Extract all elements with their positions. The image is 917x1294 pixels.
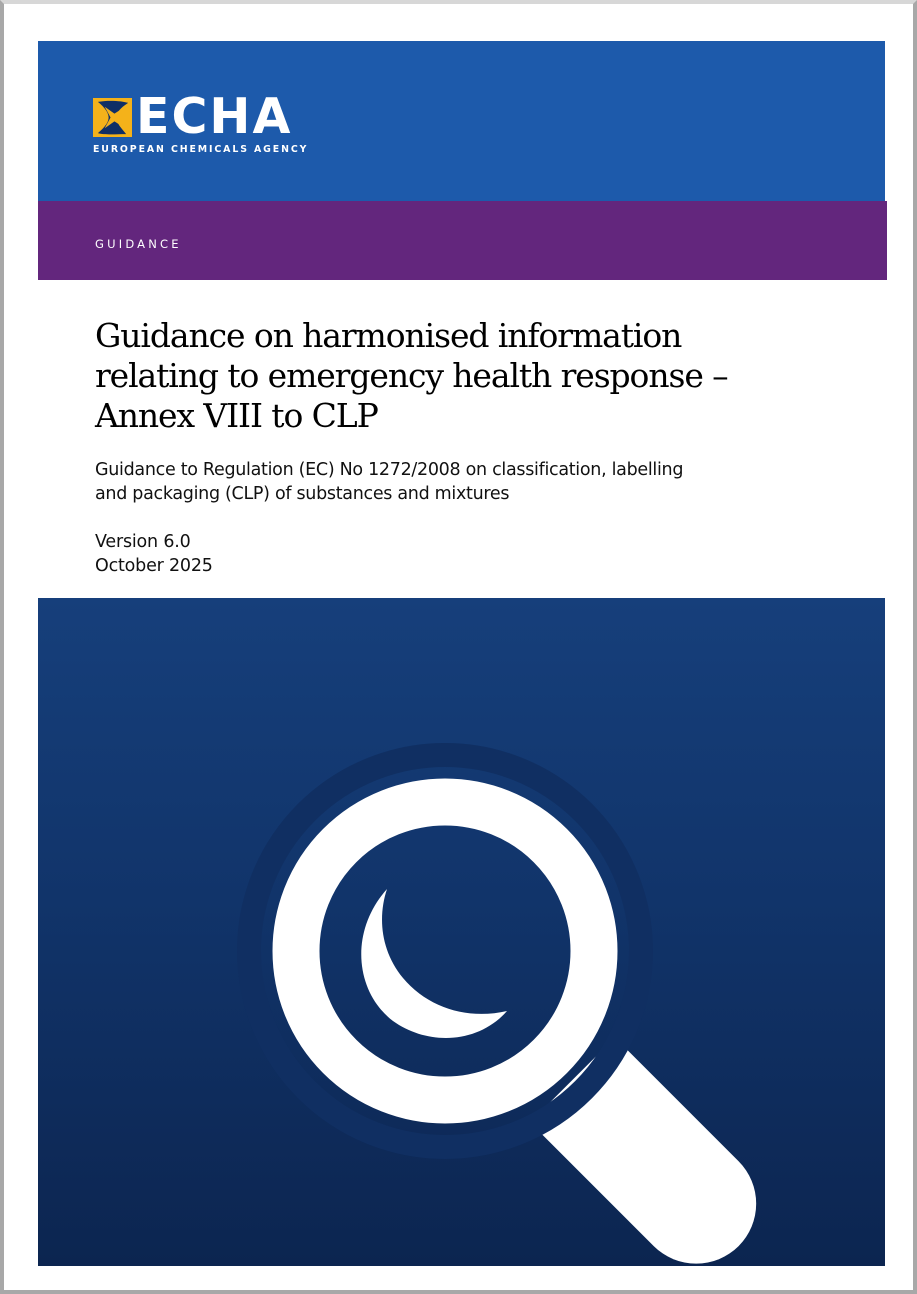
version-number: Version 6.0 bbox=[95, 532, 191, 552]
title-line: Annex VIII to CLP bbox=[95, 396, 378, 435]
document-title bbox=[95, 316, 855, 436]
echa-star-mark-icon bbox=[93, 98, 132, 137]
category-label: GUIDANCE bbox=[95, 237, 182, 251]
magnifying-glass-icon bbox=[38, 598, 885, 1266]
logo-wordmark: ECHA bbox=[136, 88, 293, 145]
version-block bbox=[95, 530, 213, 578]
category-band bbox=[38, 201, 887, 280]
title-line: relating to emergency health response – bbox=[95, 356, 728, 395]
cover-illustration-panel bbox=[38, 598, 885, 1266]
publication-date: October 2025 bbox=[95, 556, 213, 576]
subtitle-line: Guidance to Regulation (EC) No 1272/2008 on classification, labelling bbox=[95, 460, 684, 480]
title-line: Guidance on harmonised information bbox=[95, 316, 682, 355]
subtitle-line: and packaging (CLP) of substances and mixtures bbox=[95, 484, 510, 504]
header-band bbox=[38, 41, 885, 201]
document-subtitle bbox=[95, 458, 855, 506]
logo-subtitle: EUROPEAN CHEMICALS AGENCY bbox=[93, 144, 309, 155]
